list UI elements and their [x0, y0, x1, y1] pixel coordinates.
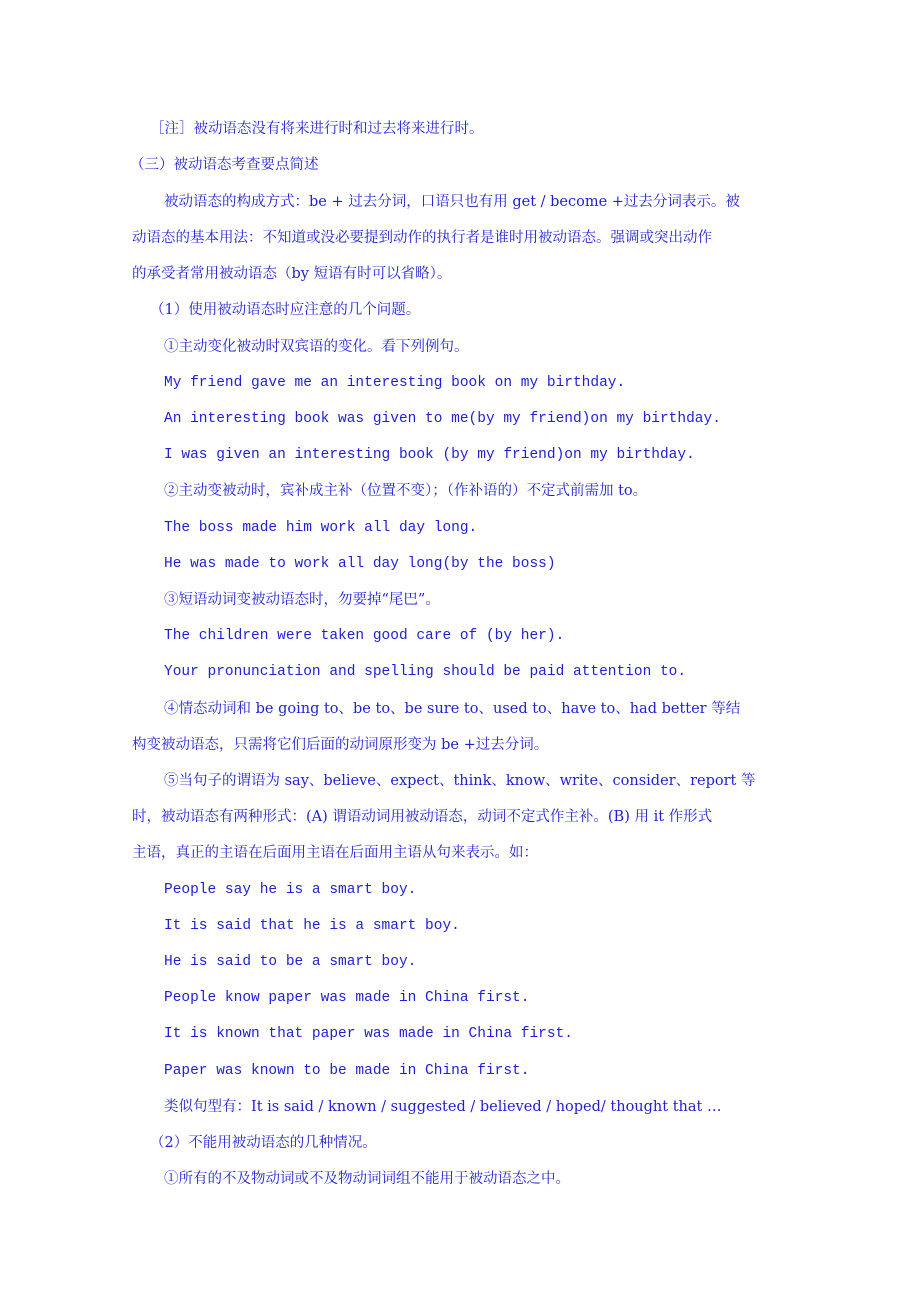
- example-sentence: It is known that paper was made in China first.: [164, 1026, 573, 1042]
- point-heading: ①所有的不及物动词或不及物动词词组不能用于被动语态之中。: [164, 1171, 570, 1187]
- section-heading: （三）被动语态考查要点简述: [130, 157, 319, 173]
- example-sentence: It is said that he is a smart boy.: [164, 918, 460, 934]
- example-sentence: Paper was known to be made in China first.: [164, 1063, 530, 1079]
- example-sentence: The children were taken good care of (by her).: [164, 628, 565, 644]
- point-heading: ②主动变被动时，宾补成主补（位置不变）；（作补语的）不定式前需加 to。: [164, 483, 648, 499]
- paragraph-line: 构变被动语态，只需将它们后面的动词原形变为 be +过去分词。: [132, 737, 549, 753]
- note-line: ［注］被动语态没有将来进行时和过去将来进行时。: [150, 121, 484, 137]
- example-sentence: An interesting book was given to me(by my friend)on my birthday.: [164, 411, 721, 427]
- paragraph-line: 时，被动语态有两种形式：(A) 谓语动词用被动语态，动词不定式作主补。(B) 用 it 作形式: [132, 809, 713, 825]
- subsection-heading: （1）使用被动语态时应注意的几个问题。: [150, 302, 421, 318]
- paragraph-line: 动语态的基本用法：不知道或没必要提到动作的执行者是谁时用被动语态。强调或突出动作: [132, 230, 712, 246]
- paragraph-line: 主语，真正的主语在后面用主语在后面用主语从句来表示。如：: [132, 845, 538, 861]
- point-heading: ③短语动词变被动语态时，勿要掉“尾巴”。: [164, 592, 440, 608]
- paragraph-line: 被动语态的构成方式：be + 过去分词，口语只也有用 get / become +过去分词表示。被: [164, 194, 740, 210]
- similar-patterns-line: 类似句型有：It is said / known / suggested / believed / hoped/ thought that …: [164, 1099, 722, 1115]
- subsection-heading: （2）不能用被动语态的几种情况。: [150, 1135, 377, 1151]
- point-heading: ①主动变化被动时双宾语的变化。看下列例句。: [164, 339, 469, 355]
- point-heading: ④情态动词和 be going to、be to、be sure to、used to、have to、had better 等结: [164, 701, 741, 717]
- example-sentence: Your pronunciation and spelling should be paid attention to.: [164, 664, 687, 680]
- example-sentence: He was made to work all day long(by the boss): [164, 556, 556, 572]
- example-sentence: I was given an interesting book (by my friend)on my birthday.: [164, 447, 695, 463]
- point-heading: ⑤当句子的谓语为 say、believe、expect、think、know、write、consider、report 等: [164, 773, 756, 789]
- example-sentence: The boss made him work all day long.: [164, 520, 478, 536]
- example-sentence: People say he is a smart boy.: [164, 882, 417, 898]
- example-sentence: People know paper was made in China first.: [164, 990, 530, 1006]
- paragraph-line: 的承受者常用被动语态（by 短语有时可以省略）。: [132, 266, 452, 282]
- example-sentence: My friend gave me an interesting book on my birthday.: [164, 375, 626, 391]
- example-sentence: He is said to be a smart boy.: [164, 954, 417, 970]
